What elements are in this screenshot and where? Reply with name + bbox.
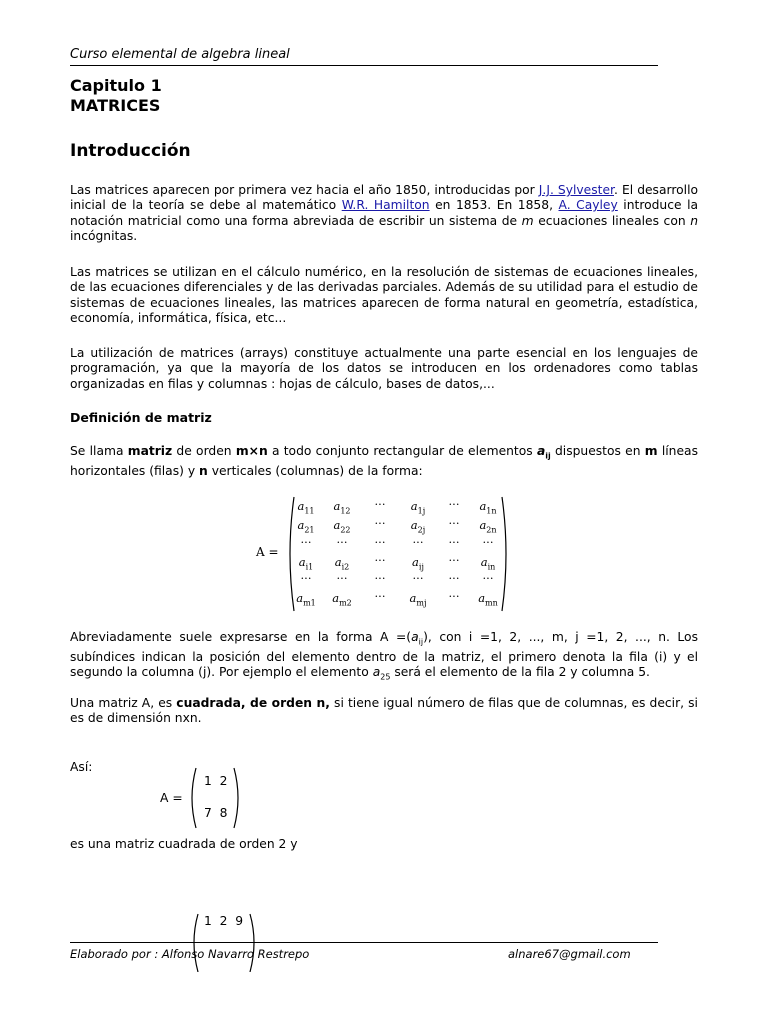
example-matrix-label: A = [160,791,183,805]
matrix-cell: $a_{11}$ [297,499,315,516]
matrix-cell: ··· [300,535,312,549]
link-sylvester[interactable]: J.J. Sylvester [538,183,614,197]
paragraph-1: Las matrices aparecen por primera vez hacia el año 1850, introducidas por J.J. Sylvester. El desarrollo inicial de la teoría se debe al matemático W.R. Hamilton en 1853. En 1858, A. Cayley introduce la notación matricial como una forma abreviada de escribir un sistema de m ecuaciones lineales con n incógnitas. [70,183,699,243]
example-matrix-row: 1 2 [204,774,228,788]
matrix-cell: $a_{i1}$ [298,555,314,572]
matrix-cell: $a_{2n}$ [479,518,497,535]
matrix-cell: $a_{21}$ [297,518,315,535]
matrix-cell: ··· [482,571,494,585]
matrix-cell: $a_{12}$ [333,499,351,516]
paragraph-2: Las matrices se utilizan en el cálculo numérico, en la resolución de sistemas de ecuaciones lineales, de las ecuaciones diferenciales y de las derivadas parciales. Además de su utilidad para el estudio de sistemas de ecuaciones lineales, las matrices aparecen de forma natural en geometría, estadística, economía, informática, física, etc... [70,265,698,325]
chapter-number: Capitulo 1 [70,76,162,95]
matrix-cell: ··· [482,535,494,549]
matrix-cell: ··· [374,516,386,530]
matrix-cell: ··· [412,571,424,585]
right-paren-icon [232,766,244,830]
matrix-cell: ··· [300,571,312,585]
matrix-cell: $a_{m2}$ [332,591,352,608]
matrix-cell: ··· [374,553,386,567]
matrix-cell: $a_{2j}$ [410,518,426,535]
matrix-cell: $a_{m1}$ [296,591,316,608]
matrix-cell: ··· [448,589,460,603]
footer-author: Elaborado por : Alfonso Navarro Restrepo [70,947,310,961]
matrix-cell: ··· [374,571,386,585]
paragraph-abbreviation: Abreviadamente suele expresarse en la forma $A =(a_{ij})$, con i =1, 2, ..., m, j =1, 2, ..., n. Los subíndices indican la posición del elemento dentro de la matriz, el primero denota la fila (i) y el segundo la columna (j). Por ejemplo el elemento $a_{25}$ será el elemento de la fila 2 y columna 5. [70,630,698,682]
chapter-name: MATRICES [70,96,161,115]
link-hamilton[interactable]: W.R. Hamilton [341,198,430,213]
matrix-cell: ··· [448,516,460,530]
paragraph-3: La utilización de matrices (arrays) constituye actualmente una parte esencial en los lenguajes de programación, ya que la mayoría de los datos se introducen en los ordenadores como tablas organizadas en filas y columnas : hojas de cálculo, bases de datos,... [70,346,698,391]
paragraph-definition: Se llama matriz de orden m×n a todo conjunto rectangular de elementos $a_{ij}$ dispuestos en m líneas horizontales (filas) y n verticales (columnas) de la forma: [70,444,698,478]
example-matrix-1 [160,766,250,830]
section-title-definicion: Definición de matriz [70,410,212,425]
matrix-cell: ··· [448,553,460,567]
matrix-cell: $a_{22}$ [333,518,351,535]
matrix-cell: ··· [374,497,386,511]
header-title: Curso elemental de algebra lineal [70,47,290,62]
matrix-cell: ··· [448,535,460,549]
matrix-cell: $a_{mj}$ [409,591,427,608]
matrix-cell: $a_{in}$ [480,555,496,572]
left-paren-icon [186,766,198,830]
matrix-cell: ··· [412,535,424,549]
general-matrix [256,495,516,613]
paragraph-square-matrix: Una matriz A, es cuadrada, de orden n, si tiene igual número de filas que de columnas, es decir, si es de dimensión nxn. [70,696,698,726]
example-matrix-row: 1 2 9 [204,914,244,928]
paragraph-example: es una matriz cuadrada de orden 2 y [70,837,298,851]
example-matrix-row: 7 8 [204,806,228,820]
matrix-cell: ··· [336,571,348,585]
matrix-cell: $a_{i2}$ [334,555,350,572]
matrix-cell: ··· [448,497,460,511]
link-cayley[interactable]: A. Cayley [558,198,618,213]
section-title-introduccion: Introducción [70,141,191,161]
matrix-cell: $a_{1j}$ [410,499,426,516]
page-header [70,47,658,66]
matrix-label: A = [256,545,279,559]
matrix-cell: $a_{1n}$ [479,499,497,516]
page-footer [70,942,658,961]
matrix-cell: ··· [374,589,386,603]
matrix-cell: $a_{ij}$ [412,555,424,572]
matrix-cell: ··· [448,571,460,585]
matrix-cell: ··· [374,535,386,549]
chapter-title [70,76,162,116]
matrix-cell: $a_{mn}$ [478,591,498,608]
footer-email: alnare67@gmail.com [508,947,631,961]
matrix-cell: ··· [336,535,348,549]
asi-label: Así: [70,760,93,774]
